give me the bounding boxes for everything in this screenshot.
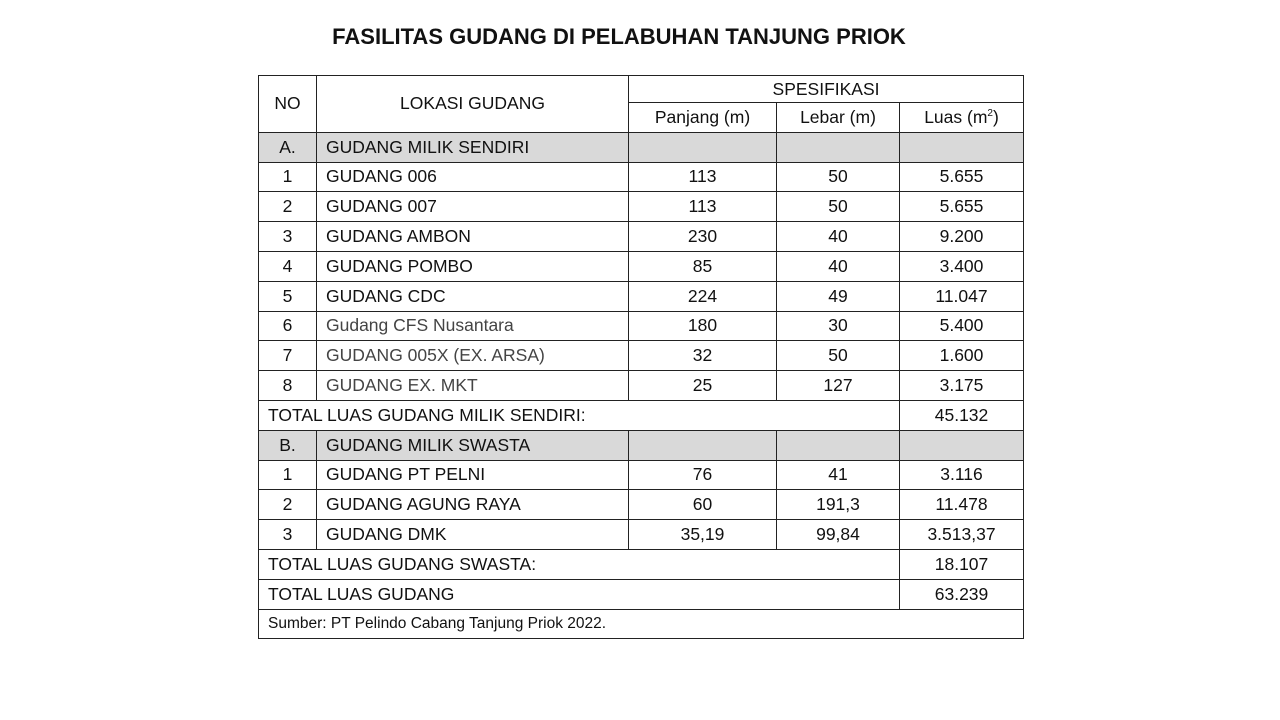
table-row <box>259 311 1024 341</box>
table-row <box>259 341 1024 371</box>
section-empty-cell <box>777 132 900 162</box>
grand-total-value: 63.239 <box>900 579 1024 609</box>
row-panjang: 25 <box>629 371 777 401</box>
row-lebar: 191,3 <box>777 490 900 520</box>
section-empty-cell <box>900 132 1024 162</box>
row-panjang: 60 <box>629 490 777 520</box>
row-lebar: 99,84 <box>777 520 900 550</box>
row-name: GUDANG DMK <box>317 520 629 550</box>
section-empty-cell <box>900 430 1024 460</box>
subtotal-row <box>259 549 1024 579</box>
row-luas: 3.513,37 <box>900 520 1024 550</box>
row-lebar: 50 <box>777 162 900 192</box>
row-lebar: 127 <box>777 371 900 401</box>
row-no: 7 <box>259 341 317 371</box>
row-panjang: 180 <box>629 311 777 341</box>
row-no: 8 <box>259 371 317 401</box>
row-name: GUDANG CDC <box>317 281 629 311</box>
col-header-no: NO <box>259 76 317 133</box>
table-row <box>259 520 1024 550</box>
row-luas: 5.655 <box>900 162 1024 192</box>
source-note: Sumber: PT Pelindo Cabang Tanjung Priok 2022. <box>259 609 1024 639</box>
row-lebar: 50 <box>777 341 900 371</box>
row-lebar: 49 <box>777 281 900 311</box>
row-no: 2 <box>259 192 317 222</box>
luas-unit-text: Luas (m <box>924 106 988 127</box>
grand-total-row <box>259 579 1024 609</box>
row-lebar: 41 <box>777 460 900 490</box>
col-header-lebar: Lebar (m) <box>777 103 900 133</box>
row-luas: 9.200 <box>900 222 1024 252</box>
source-row <box>259 609 1024 639</box>
row-no: 1 <box>259 460 317 490</box>
row-luas: 5.655 <box>900 192 1024 222</box>
row-no: 3 <box>259 222 317 252</box>
row-panjang: 76 <box>629 460 777 490</box>
section-label: GUDANG MILIK SWASTA <box>317 430 629 460</box>
row-luas: 1.600 <box>900 341 1024 371</box>
document-title: FASILITAS GUDANG DI PELABUHAN TANJUNG PRIOK <box>332 24 906 49</box>
row-no: 2 <box>259 490 317 520</box>
subtotal-row <box>259 400 1024 430</box>
row-no: 4 <box>259 251 317 281</box>
row-name: GUDANG 007 <box>317 192 629 222</box>
subtotal-label: TOTAL LUAS GUDANG SWASTA: <box>259 549 900 579</box>
section-no: A. <box>259 132 317 162</box>
section-empty-cell <box>777 430 900 460</box>
row-luas: 5.400 <box>900 311 1024 341</box>
row-luas: 3.400 <box>900 251 1024 281</box>
row-name: GUDANG 005X (EX. ARSA) <box>317 341 629 371</box>
section-header-row <box>259 132 1024 162</box>
table-row <box>259 460 1024 490</box>
table-row <box>259 371 1024 401</box>
col-header-spesifikasi: SPESIFIKASI <box>629 76 1024 103</box>
row-name: GUDANG PT PELNI <box>317 460 629 490</box>
table-header-row <box>259 76 1024 103</box>
row-panjang: 35,19 <box>629 520 777 550</box>
row-lebar: 30 <box>777 311 900 341</box>
row-luas: 3.175 <box>900 371 1024 401</box>
row-panjang: 113 <box>629 192 777 222</box>
grand-total-label: TOTAL LUAS GUDANG <box>259 579 900 609</box>
row-name: GUDANG AGUNG RAYA <box>317 490 629 520</box>
row-name: Gudang CFS Nusantara <box>317 311 629 341</box>
col-header-lokasi: LOKASI GUDANG <box>317 76 629 133</box>
row-name: GUDANG POMBO <box>317 251 629 281</box>
row-no: 1 <box>259 162 317 192</box>
row-panjang: 230 <box>629 222 777 252</box>
subtotal-label: TOTAL LUAS GUDANG MILIK SENDIRI: <box>259 400 900 430</box>
col-header-luas <box>900 103 1024 133</box>
row-luas: 11.047 <box>900 281 1024 311</box>
table-row <box>259 490 1024 520</box>
row-luas: 11.478 <box>900 490 1024 520</box>
row-name: GUDANG AMBON <box>317 222 629 252</box>
row-panjang: 113 <box>629 162 777 192</box>
col-header-panjang: Panjang (m) <box>629 103 777 133</box>
row-name: GUDANG EX. MKT <box>317 371 629 401</box>
row-panjang: 85 <box>629 251 777 281</box>
table-row <box>259 251 1024 281</box>
row-no: 6 <box>259 311 317 341</box>
table-row <box>259 162 1024 192</box>
row-name: GUDANG 006 <box>317 162 629 192</box>
warehouse-table <box>258 75 1024 639</box>
row-luas: 3.116 <box>900 460 1024 490</box>
subtotal-value: 18.107 <box>900 549 1024 579</box>
luas-unit-sup: 2 <box>987 108 993 120</box>
section-header-row <box>259 430 1024 460</box>
row-lebar: 40 <box>777 222 900 252</box>
table-row <box>259 222 1024 252</box>
table-row <box>259 281 1024 311</box>
row-lebar: 40 <box>777 251 900 281</box>
luas-unit-close: ) <box>992 106 999 127</box>
section-empty-cell <box>629 132 777 162</box>
subtotal-value: 45.132 <box>900 400 1024 430</box>
section-empty-cell <box>629 430 777 460</box>
row-panjang: 32 <box>629 341 777 371</box>
section-no: B. <box>259 430 317 460</box>
section-label: GUDANG MILIK SENDIRI <box>317 132 629 162</box>
row-panjang: 224 <box>629 281 777 311</box>
row-no: 3 <box>259 520 317 550</box>
table-row <box>259 192 1024 222</box>
row-lebar: 50 <box>777 192 900 222</box>
row-no: 5 <box>259 281 317 311</box>
